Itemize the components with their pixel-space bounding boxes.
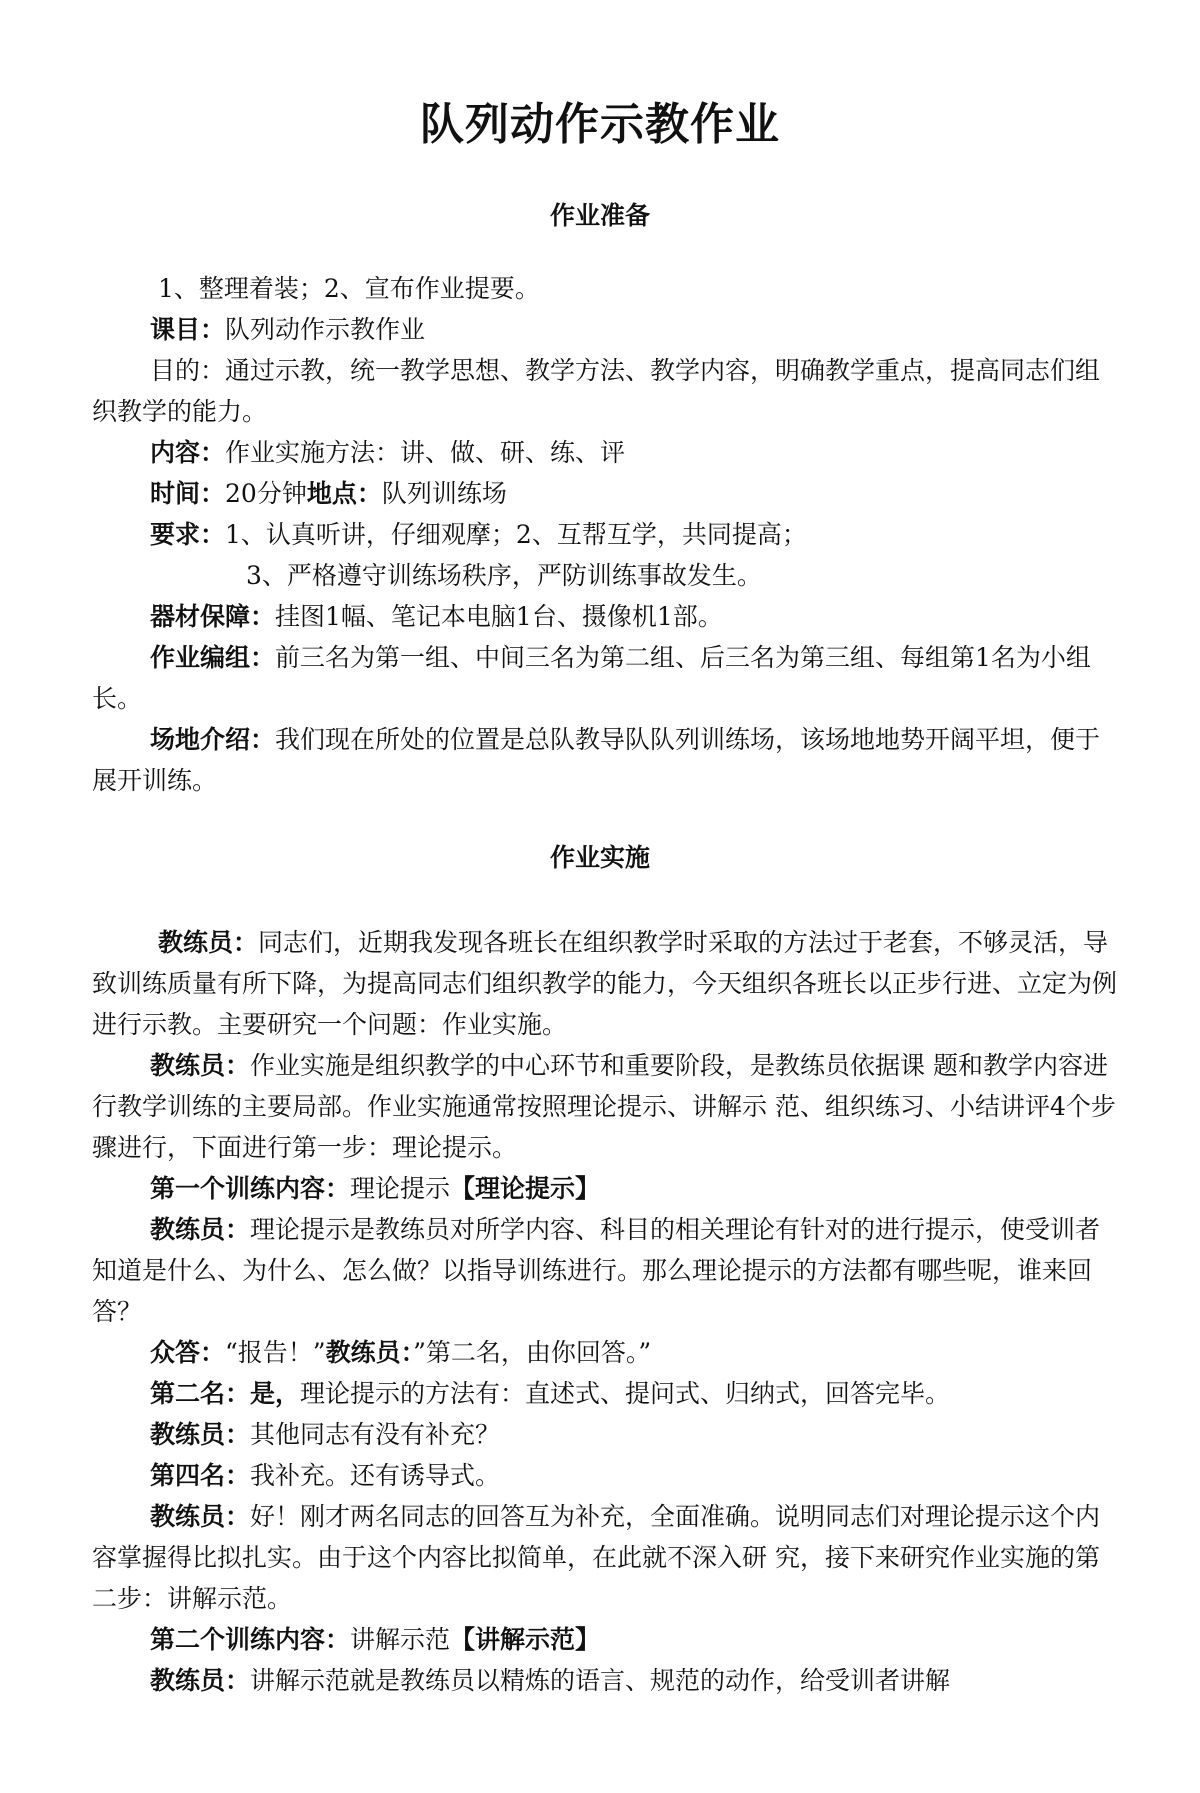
document-title: 队列动作示教作业 <box>420 99 780 150</box>
instructor-paragraph-4 <box>92 1496 1122 1619</box>
place-text: 队列训练场 <box>381 479 507 508</box>
equipment-label: 器材保障： <box>150 602 276 631</box>
equipment-text: 挂图1幅、笔记本电脑1台、摄像机1部。 <box>275 602 723 631</box>
preparation-body <box>92 268 1122 801</box>
training-item-tag: 【理论提示】 <box>450 1174 601 1203</box>
requirements-line-2: 3、严格遵守训练场秩序，严防训练事故发生。 <box>246 561 762 590</box>
grouping-paragraph <box>92 637 1122 719</box>
speaker-label-2: 教练员： <box>325 1338 414 1367</box>
speaker-label: 教练员： <box>158 928 259 957</box>
instructor-paragraph-1 <box>92 922 1122 1045</box>
training-item-2 <box>92 1619 1122 1660</box>
dialogue-text: 我补充。还有诱导式。 <box>250 1461 501 1490</box>
training-item-tag: 【讲解示范】 <box>450 1625 601 1654</box>
instructor-paragraph-5 <box>92 1660 1122 1701</box>
paragraph-text: 讲解示范就是教练员以精炼的语言、规范的动作，给受训者讲解 <box>250 1666 951 1695</box>
venue-label: 场地介绍： <box>150 725 276 754</box>
training-item-text: 讲解示范 <box>350 1625 451 1654</box>
content-line <box>92 432 1122 473</box>
speaker-label: 教练员： <box>150 1051 251 1080</box>
requirements-line-1 <box>92 514 1122 555</box>
dialogue-line-2 <box>92 1373 1122 1414</box>
subject-label: 课目： <box>150 315 226 344</box>
training-item-label: 第一个训练内容： <box>150 1174 351 1203</box>
speaker-label: 教练员： <box>150 1215 251 1244</box>
speaker-label: 第四名： <box>150 1461 251 1490</box>
instructor-paragraph-2 <box>92 1045 1122 1168</box>
speaker-label: 教练员： <box>150 1666 251 1695</box>
dialogue-line-3 <box>92 1414 1122 1455</box>
subject-text: 队列动作示教作业 <box>225 315 426 344</box>
requirements-text-1: 1、认真听讲，仔细观摩；2、互帮互学，共同提高； <box>225 520 807 549</box>
speaker-label: 第二名：是， <box>150 1379 301 1408</box>
equipment-line <box>92 596 1122 637</box>
dialogue-line-4 <box>92 1455 1122 1496</box>
dialogue-text: 其他同志有没有补充？ <box>250 1420 501 1449</box>
implementation-body <box>92 922 1122 1701</box>
paragraph-text: 作业实施是组织教学的中心环节和重要阶段，是教练员依据课 题和教学内容进行教学训练的主要局部。作业实施通常按照理论提示、讲解示 范、组织练习、小结讲评4个步骤进行，下面进行第一步：理论提示。 <box>92 1051 1116 1162</box>
venue-text: 我们现在所处的位置是总队教导队队列训练场，该场地地势开阔平坦，便于展开训练。 <box>92 725 1101 795</box>
paragraph-text: 好！刚才两名同志的回答互为补充，全面准确。说明同志们对理论提示这个内容掌握得比拟扎实。由于这个内容比拟简单，在此就不深入研 究，接下来研究作业实施的第二步：讲解示范。 <box>92 1502 1101 1613</box>
dialogue-text: “报告！” <box>225 1338 326 1367</box>
place-label: 地点： <box>306 479 382 508</box>
training-item-1 <box>92 1168 1122 1209</box>
content-label: 内容： <box>150 438 226 467</box>
dialogue-text: 理论提示的方法有：直述式、提问式、归纳式，回答完毕。 <box>300 1379 951 1408</box>
paragraph-text: 同志们，近期我发现各班长在组织教学时采取的方法过于老套，不够灵活，导致训练质量有所下降，为提高同志们组织教学的能力，今天组织各班长以正步行进、立定为例进行示教。主要研究一个问题：作业实施。 <box>92 928 1118 1039</box>
speaker-label: 教练员： <box>150 1420 251 1449</box>
speaker-label: 众答： <box>150 1338 226 1367</box>
grouping-label: 作业编组： <box>150 643 276 672</box>
venue-paragraph <box>92 719 1122 801</box>
preparation-steps: 1、整理着装；2、宣布作业提要。 <box>158 274 540 303</box>
dialogue-text-2: ”第二名，由你回答。” <box>413 1338 652 1367</box>
time-place-line <box>92 473 1122 514</box>
purpose-paragraph <box>92 350 1122 432</box>
instructor-paragraph-3 <box>92 1209 1122 1332</box>
requirements-label: 要求： <box>150 520 226 549</box>
content-text: 作业实施方法：讲、做、研、练、评 <box>225 438 626 467</box>
purpose-text: 通过示教，统一教学思想、教学方法、教学内容，明确教学重点，提高同志们组织教学的能力。 <box>92 356 1101 426</box>
time-label: 时间： <box>150 479 226 508</box>
training-item-text: 理论提示 <box>350 1174 451 1203</box>
training-item-label: 第二个训练内容： <box>150 1625 351 1654</box>
section-heading-implementation: 作业实施 <box>549 843 650 872</box>
grouping-text: 前三名为第一组、中间三名为第二组、后三名为第三组、每组第1名为小组长。 <box>92 643 1091 713</box>
paragraph-text: 理论提示是教练员对所学内容、科目的相关理论有针对的进行提示，使受训者知道是什么、为什么、怎么做？以指导训练进行。那么理论提示的方法都有哪些呢，谁来回答？ <box>92 1215 1101 1326</box>
section-heading-preparation: 作业准备 <box>549 201 650 230</box>
dialogue-line-1 <box>92 1332 1122 1373</box>
subject-line <box>92 309 1122 350</box>
speaker-label: 教练员： <box>150 1502 251 1531</box>
time-text: 20分钟 <box>225 479 307 508</box>
purpose-label: 目的： <box>150 356 226 385</box>
